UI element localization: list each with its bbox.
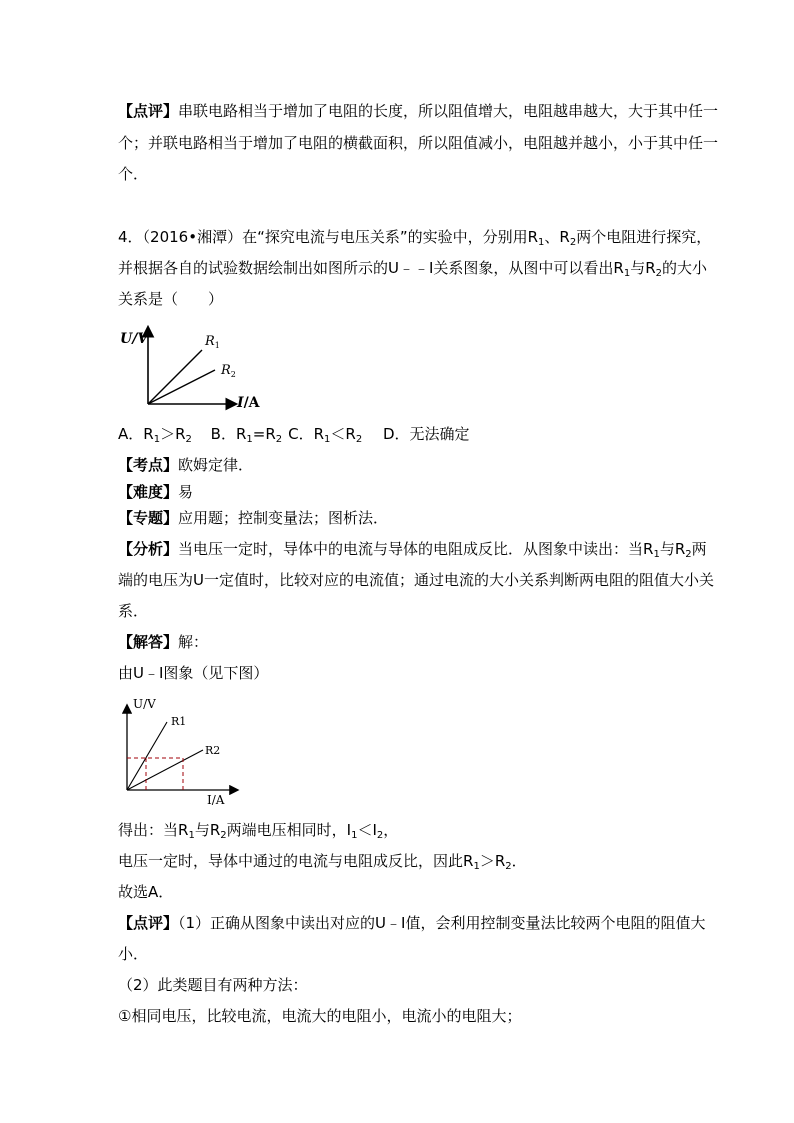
nandu-text: 易 [178, 483, 194, 501]
review-text: （1）正确从图象中读出对应的U﹣I值，会利用控制变量法比较两个电阻的阻值大 [178, 914, 706, 932]
nandu-tag: 【难度】 [118, 483, 179, 501]
question-text: 并根据各自的试验数据绘制出如图所示的U﹣﹣I关系图象，从图中可以看出R [118, 259, 624, 277]
figure2-ui-graph [115, 692, 265, 812]
result-line1: 得出：当$R_1$与$R_2$两端电压相同时，$I_1<I_2$， [118, 821, 399, 841]
zhuanti-line [118, 508, 388, 528]
zhuanti-tag: 【专题】 [118, 509, 179, 527]
r1-label: R1 [171, 715, 187, 728]
question-text: 与R [630, 259, 656, 277]
y-axis-label: U/V [120, 331, 149, 347]
jieda-text: 解： [178, 633, 209, 651]
subscript: 2 [569, 237, 577, 248]
result-line2: 电压一定时，导体中通过的电流与电阻成反比，因此$R_1>R_2$． [118, 852, 527, 872]
option-a[interactable]: A．$R_1>R_2$ [118, 425, 192, 445]
r2-label: $R_2$ [221, 363, 236, 379]
kaodian-tag: 【考点】 [118, 456, 179, 474]
answer-options [118, 424, 470, 444]
r2-line [148, 370, 215, 404]
question-line3: 关系是（ ） [118, 290, 224, 308]
x-axis-label: I/A [237, 395, 260, 411]
review1-line3: 个． [118, 165, 149, 183]
fenxi-tag: 【分析】 [118, 540, 179, 558]
review1-line1 [118, 101, 718, 121]
jieda-tag: 【解答】 [118, 633, 179, 651]
nandu-line [118, 482, 193, 502]
figure1-ui-graph [115, 322, 275, 417]
fenxi-line3: 系． [118, 602, 149, 620]
kaodian-text: 欧姆定律． [178, 456, 254, 474]
review2-line1 [118, 913, 705, 933]
question-text: 两个电阻进行探究， [576, 228, 712, 246]
subscript: 1 [623, 268, 631, 279]
y-axis-label: U/V [133, 697, 156, 711]
review-tag: 【点评】 [118, 102, 179, 120]
jieda-line [118, 632, 208, 652]
r2-label: R2 [205, 744, 221, 757]
subscript: 1 [538, 237, 545, 248]
option-c[interactable]: C．$R_1<R_2$ [288, 425, 363, 445]
question-text: 4．（2016•湘潭）在“探究电流与电压关系”的实验中，分别用R [118, 228, 539, 246]
jieda-line2: 由U﹣I图象（见下图） [118, 664, 269, 682]
review1-line2: 个；并联电路相当于增加了电阻的横截面积，所以阻值减小，电阻越并越小，小于其中任一 [118, 134, 719, 152]
option-b[interactable]: B．$R_1=R_2$ [210, 425, 283, 445]
review-tag: 【点评】 [118, 914, 179, 932]
question-text: 、R [544, 228, 570, 246]
fenxi-line1: 【分析】当电压一定时，导体中的电流与导体的电阻成反比．从图象中读出：当$R_1$与$R_2$两 [118, 540, 707, 560]
r1-line [148, 350, 202, 404]
review2-line2: 小． [118, 945, 149, 963]
option-d[interactable]: D．无法确定 [383, 425, 470, 443]
review2-line3: （2）此类题目有两种方法： [118, 976, 308, 994]
subscript: 2 [655, 268, 663, 279]
zhuanti-text: 应用题；控制变量法；图析法． [178, 509, 389, 527]
r1-label: $R_1$ [205, 334, 220, 350]
review2-line4: ①相同电压，比较电流，电流大的电阻小，电流小的电阻大； [118, 1007, 522, 1025]
fenxi-line2: 端的电压为U一定值时，比较对应的电流值；通过电流的大小关系判断两电阻的阻值大小关 [118, 571, 714, 589]
question-text: 的大小 [662, 259, 708, 277]
x-axis-label: I/A [207, 793, 225, 807]
kaodian-line [118, 455, 253, 475]
question-line2 [118, 258, 707, 278]
result-line3: 故选A． [118, 883, 174, 901]
review-text: 串联电路相当于增加了电阻的长度，所以阻值增大，电阻越串越大，大于其中任一 [178, 102, 719, 120]
question-line1 [118, 227, 711, 247]
